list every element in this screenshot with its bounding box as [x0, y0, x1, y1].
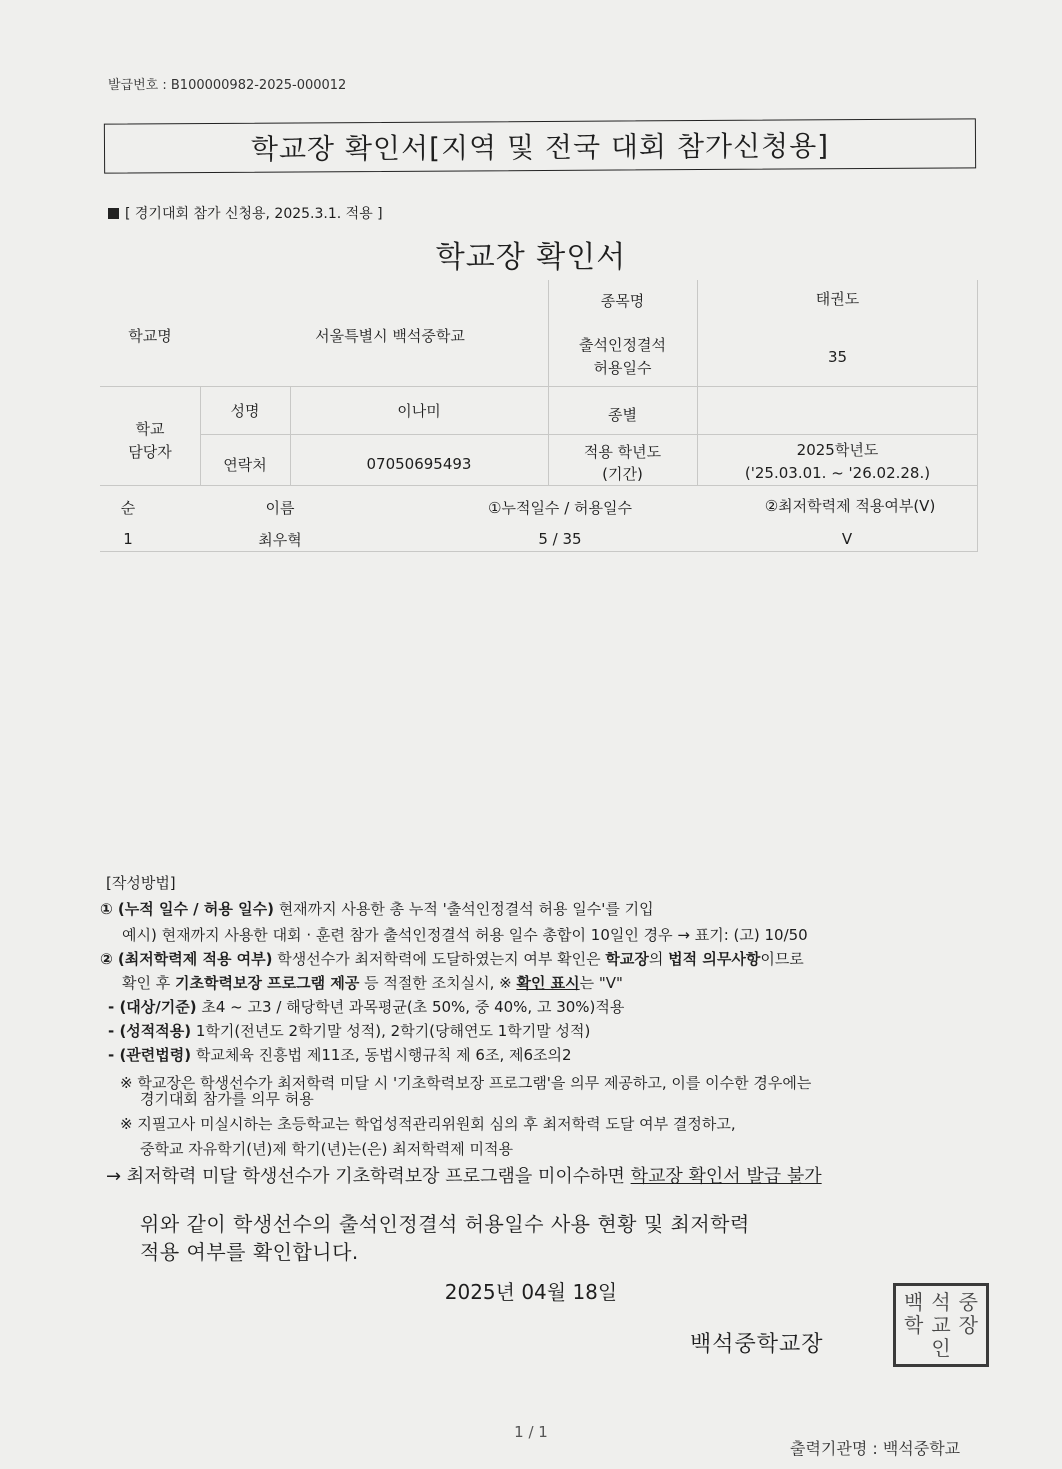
method-l1-heading: ① (누적 일수 / 허용 일수) [100, 900, 274, 918]
method-l4-a: 확인 후 [122, 974, 176, 992]
year-label-line1: 적용 학년도 [583, 443, 662, 461]
method-l5-body: 초4 ~ 고3 / 해당학년 과목평균(초 50%, 중 40%, 고 30%)적용 [196, 998, 625, 1016]
method-line-11: 중학교 자유학기(년)제 학기(년)는(은) 최저학력제 미적용 [140, 1140, 513, 1158]
contact-label: 연락처 [223, 455, 267, 474]
table-rule [200, 434, 978, 435]
header-title-box [104, 118, 976, 173]
method-line-9: 경기대회 참가를 의무 허용 [140, 1090, 314, 1108]
official-seal: 백 석 중 학 교 장 인 [893, 1283, 989, 1367]
student-days: 5 / 35 [538, 530, 582, 548]
confirm-line-1: 위와 같이 학생선수의 출석인정결석 허용일수 사용 현황 및 최저학력 [140, 1212, 750, 1236]
method-l3-of: 의 [648, 950, 669, 968]
method-l4-c: 등 적절한 조치실시, ※ [359, 974, 517, 992]
col-header-days: ①누적일수 / 허용일수 [488, 498, 632, 517]
col-header-name: 이름 [265, 498, 295, 517]
method-line-8: ※ 학교장은 학생선수가 최저학력 미달 시 '기초학력보장 프로그램'을 의무 제공하고, 이를 이수한 경우에는 [120, 1074, 812, 1092]
student-name: 최우혁 [258, 530, 302, 549]
allowed-days-label [548, 334, 697, 380]
gender-label: 종별 [608, 405, 637, 424]
method-l4-mark: 확인 표시 [516, 974, 580, 992]
col-header-no: 순 [120, 498, 136, 517]
method-l6-body: 1학기(전년도 2학기말 성적), 2학기(당해연도 1학기말 성적) [191, 1022, 591, 1040]
notice-text: [ 경기대회 참가 신청용, 2025.3.1. 적용 ] [125, 206, 383, 222]
notice-line [108, 203, 383, 223]
gender-value [697, 394, 978, 434]
square-bullet-icon [108, 208, 119, 219]
method-l12-no-issue: 학교장 확인서 발급 불가 [630, 1166, 822, 1187]
method-l1-body: 현재까지 사용한 총 누적 '출석인정결석 허용 일수'를 기입 [273, 900, 654, 918]
confirm-line-2: 적용 여부를 확인합니다. [140, 1240, 359, 1264]
page-number: 1 / 1 [514, 1423, 548, 1441]
method-l3-end: 이므로 [760, 950, 804, 968]
manager-label-line2: 담당자 [128, 443, 172, 461]
manager-label-line1: 학교 [135, 420, 165, 438]
issue-number: 발급번호 : B100000982-2025-000012 [108, 78, 347, 93]
method-l3-body: 학생선수가 최저학력에 도달하였는지 여부 확인은 [272, 950, 606, 968]
name-label: 성명 [230, 401, 260, 420]
document-title: 학교장 확인서 [435, 240, 627, 275]
method-l12-text: → 최저학력 미달 학생선수가 기초학력보장 프로그램을 미이수하면 [106, 1166, 631, 1187]
header-title: 학교장 확인서[지역 및 전국 대회 참가신청용] [250, 129, 830, 166]
method-line-6 [108, 1024, 590, 1039]
method-line-4 [122, 976, 623, 991]
info-table [100, 280, 978, 552]
method-line-3 [100, 952, 804, 967]
manager-label [100, 416, 200, 466]
footer-issuer: 출력기관명 : 백석중학교 [790, 1439, 961, 1458]
method-line-5 [108, 1000, 624, 1015]
method-l3-principal: 학교장 [605, 950, 649, 968]
sport-label: 종목명 [600, 291, 645, 310]
method-l6-heading: - (성적적용) [108, 1022, 192, 1040]
principal-name: 백석중학교장 [690, 1332, 824, 1357]
col-header-min-grade: ②최저학력제 적용여부(V) [764, 496, 936, 515]
method-line-1 [100, 902, 654, 917]
table-rule [100, 551, 978, 552]
issue-date: 2025년 04월 18일 [444, 1280, 618, 1304]
school-label: 학교명 [128, 326, 172, 345]
sport-value: 태권도 [815, 289, 860, 308]
method-line-12 [106, 1168, 822, 1186]
contact-value: 07050695493 [366, 455, 472, 473]
allowed-days-label-line2: 허용일수 [593, 359, 652, 377]
method-line-2: 예시) 현재까지 사용한 대회 · 훈련 참가 출석인정결석 허용 일수 총합이 10일인 경우 → 표기: (고) 10/50 [122, 926, 808, 944]
year-value [697, 438, 978, 486]
year-value-line1: 2025학년도 [796, 441, 879, 459]
method-title: [작성방법] [106, 874, 176, 892]
year-label [548, 440, 697, 486]
year-value-line2: ('25.03.01. ~ '26.02.28.) [744, 464, 931, 482]
student-no: 1 [123, 530, 133, 548]
method-line-10: ※ 지필고사 미실시하는 초등학교는 학업성적관리위원회 심의 후 최저학력 도달 여부 결정하고, [120, 1115, 736, 1133]
allowed-days-label-line1: 출석인정결석 [579, 336, 666, 354]
allowed-days-value: 35 [827, 348, 848, 366]
method-l4-program: 기초학력보장 프로그램 제공 [175, 974, 360, 992]
student-min-grade: V [841, 530, 853, 548]
method-l4-e: 는 "V" [579, 974, 623, 992]
method-l3-duty: 법적 의무사항 [668, 950, 761, 968]
school-value: 서울특별시 백석중학교 [315, 326, 465, 345]
method-l5-heading: - (대상/기준) [108, 998, 197, 1016]
method-l3-heading: ② (최저학력제 적용 여부) [100, 950, 273, 968]
method-l7-body: 학교체육 진흥법 제11조, 동법시행규칙 제 6조, 제6조의2 [191, 1046, 572, 1064]
year-label-line2: (기간) [602, 465, 643, 483]
name-value: 이나미 [397, 401, 441, 420]
method-line-7 [108, 1048, 572, 1063]
method-l7-heading: - (관련법령) [108, 1046, 192, 1064]
table-rule [100, 386, 978, 387]
